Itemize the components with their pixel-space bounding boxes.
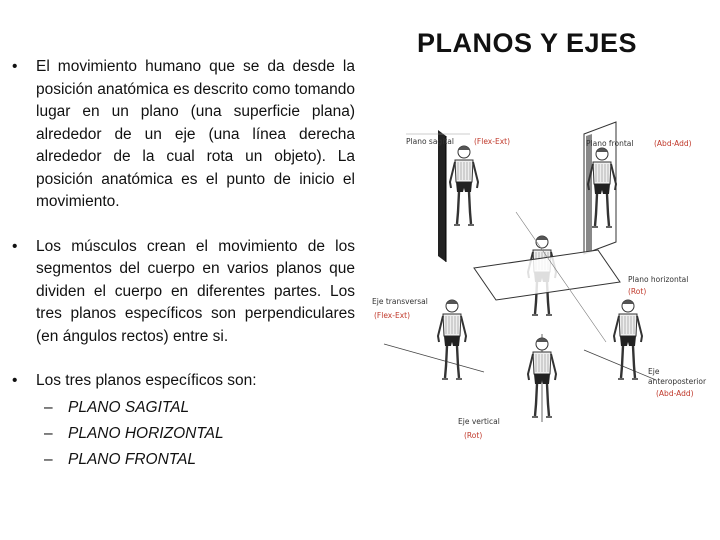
sub-list bbox=[36, 395, 355, 473]
sub-item-text: PLANO FRONTAL bbox=[68, 450, 197, 468]
frontal-plane-move: (Abd-Add) bbox=[654, 139, 692, 148]
bullet-text: El movimiento humano que se da desde la posición anatómica es descrito como tomando lugar en un plano (una superficie plana) alrededor de un eje (una línea derecha alrededor de la cual rota un objeto). La posición anatómica es el punto de inicio el movimiento. bbox=[36, 58, 355, 210]
sub-item-frontal bbox=[36, 447, 355, 473]
transverse-axis-move: (Flex-Ext) bbox=[374, 311, 410, 320]
bullet-item bbox=[10, 370, 355, 473]
sagittal-plane-label: Plano sagital bbox=[406, 137, 454, 146]
bullet-text: Los tres planos específicos son: bbox=[36, 372, 257, 389]
planes-axes-diagram bbox=[366, 112, 707, 452]
frontal-plane-label: Plano frontal bbox=[586, 139, 634, 148]
ap-axis-label-2: anteroposterior bbox=[648, 377, 707, 386]
sagittal-plane bbox=[406, 130, 478, 262]
vertical-axis bbox=[528, 334, 556, 422]
transverse-axis-label: Eje transversal bbox=[372, 297, 428, 306]
bullet-dot-icon: • bbox=[12, 58, 18, 75]
sub-item-sagital bbox=[36, 395, 355, 421]
horizontal-plane bbox=[474, 212, 620, 342]
ap-axis-label-1: Eje bbox=[648, 367, 660, 376]
dash-icon: – bbox=[44, 398, 53, 416]
horizontal-plane-label: Plano horizontal bbox=[628, 275, 689, 284]
vertical-axis-label: Eje vertical bbox=[458, 417, 500, 426]
sub-item-horizontal bbox=[36, 421, 355, 447]
anteroposterior-axis bbox=[584, 300, 656, 380]
slide-title: PLANOS Y EJES bbox=[416, 28, 638, 58]
bullet-item bbox=[10, 236, 355, 349]
sagittal-plane-move: (Flex-Ext) bbox=[474, 137, 510, 146]
vertical-axis-move: (Rot) bbox=[464, 431, 483, 440]
sub-item-text: PLANO HORIZONTAL bbox=[68, 424, 224, 442]
diagram-illustration bbox=[366, 112, 707, 452]
bullet-item bbox=[10, 56, 355, 214]
dash-icon: – bbox=[44, 424, 53, 442]
dash-icon: – bbox=[44, 450, 53, 468]
bullet-list bbox=[10, 56, 355, 495]
horizontal-plane-move: (Rot) bbox=[628, 287, 647, 296]
bullet-dot-icon: • bbox=[12, 237, 18, 255]
ap-axis-move: (Abd-Add) bbox=[656, 389, 694, 398]
sub-item-text: PLANO SAGITAL bbox=[68, 398, 190, 416]
bullet-dot-icon: • bbox=[12, 372, 18, 389]
bullet-text: Los músculos crean el movimiento de los segmentos del cuerpo en varios planos que dividen el cuerpo en diferentes partes. Los tres planos específicos son perpendiculares (en ángulos rectos) entre si. bbox=[36, 237, 355, 345]
